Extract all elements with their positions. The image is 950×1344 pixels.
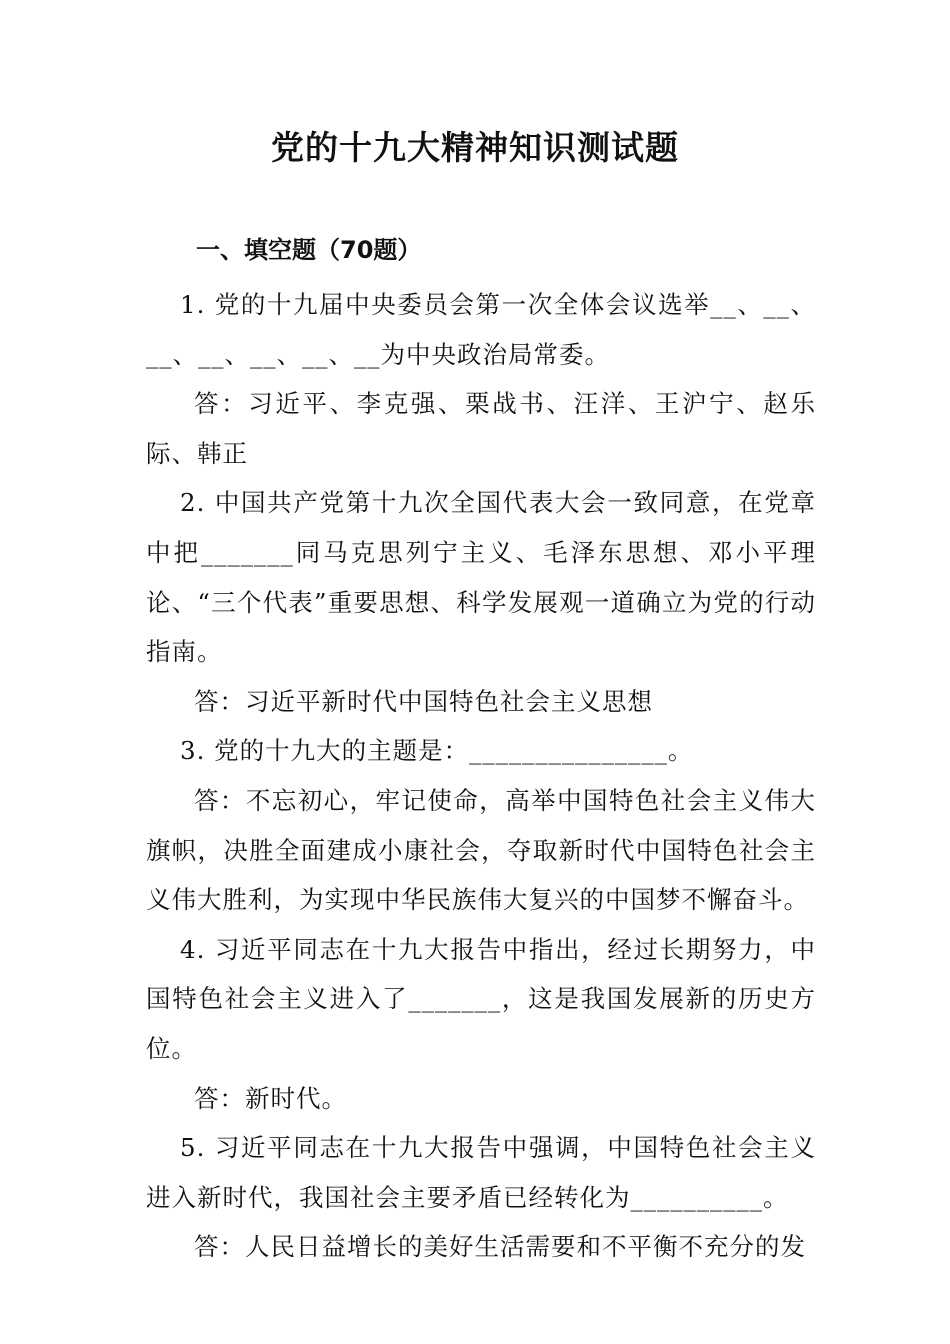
question-2: 2. 中国共产党第十九次全国代表大会一致同意，在党章中把_______同马克思列宁主义、毛泽东思想、邓小平理论、“三个代表”重要思想、科学发展观一道确立为党的行动指南。 bbox=[146, 488, 816, 667]
answer-4: 答：新时代。 bbox=[194, 1083, 347, 1113]
document-title: 党的十九大精神知识测试题 bbox=[271, 128, 679, 167]
answer-1: 答：习近平、李克强、栗战书、汪洋、王沪宁、赵乐际、韩正 bbox=[146, 389, 816, 468]
answer-2: 答：习近平新时代中国特色社会主义思想 bbox=[194, 686, 653, 716]
question-3: 3. 党的十九大的主题是：_______________。 bbox=[180, 736, 694, 766]
document-body bbox=[146, 280, 816, 1272]
question-5: 5. 习近平同志在十九大报告中强调，中国特色社会主义进入新时代，我国社会主要矛盾已经转化为__________。 bbox=[146, 1133, 816, 1212]
question-1: 1. 党的十九届中央委员会第一次全体会议选举__、__、__、__、__、__、__为中央政治局常委。 bbox=[146, 290, 816, 369]
question-4: 4. 习近平同志在十九大报告中指出，经过长期努力，中国特色社会主义进入了_______，这是我国发展新的历史方位。 bbox=[146, 934, 816, 1063]
section-heading: 一、填空题（70题） bbox=[196, 236, 422, 264]
answer-3: 答：不忘初心，牢记使命，高举中国特色社会主义伟大旗帜，决胜全面建成小康社会，夺取新时代中国特色社会主义伟大胜利，为实现中华民族伟大复兴的中国梦不懈奋斗。 bbox=[146, 785, 816, 915]
answer-5: 答：人民日益增长的美好生活需要和不平衡不充分的发 bbox=[194, 1232, 806, 1262]
